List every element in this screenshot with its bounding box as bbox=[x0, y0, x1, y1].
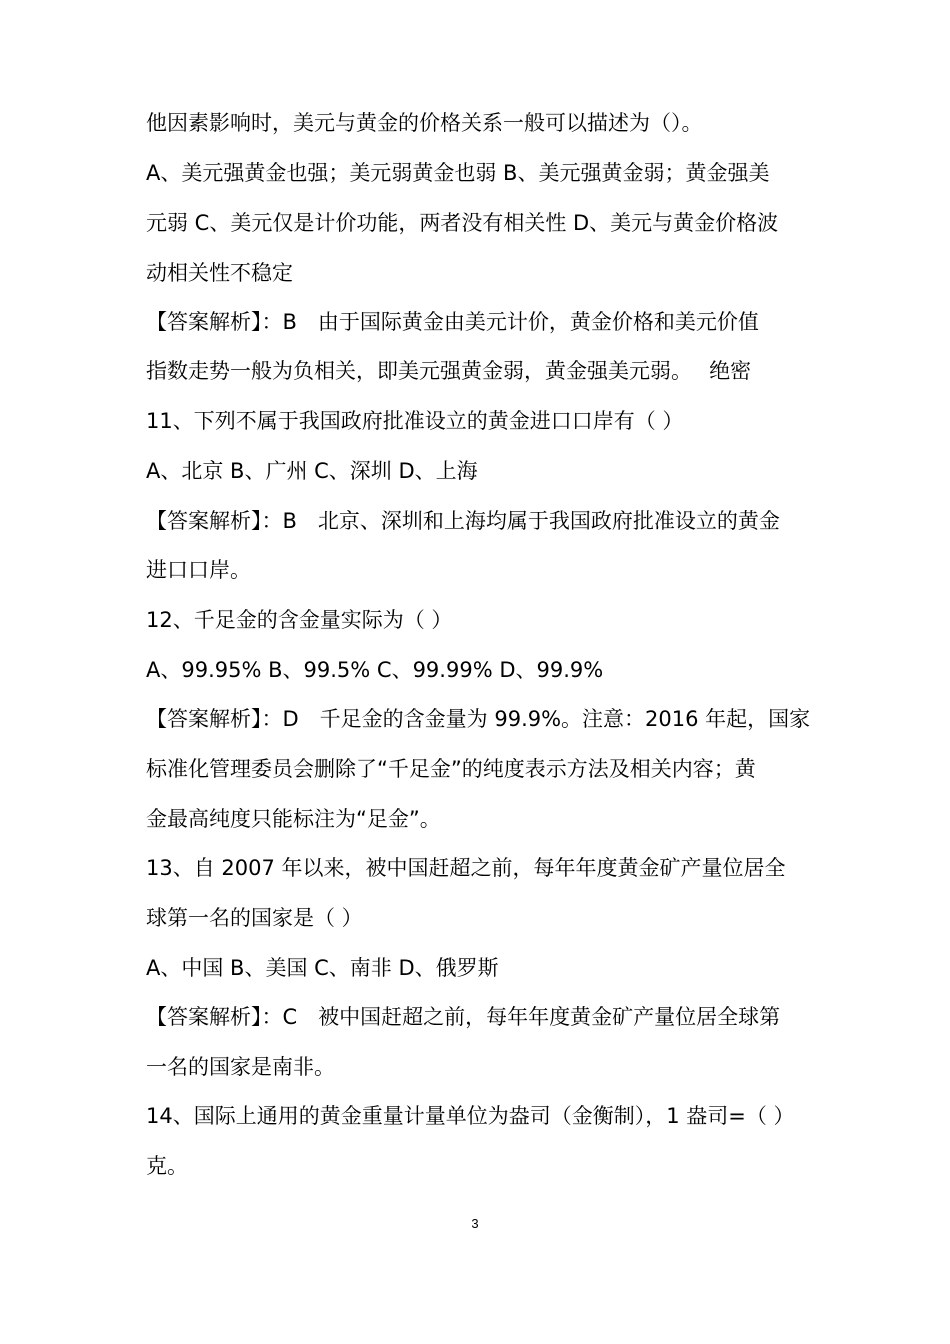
text-line: 【答案解析】：B 北京、深圳和上海均属于我国政府批准设立的黄金 bbox=[146, 509, 780, 533]
text-line: 他因素影响时，美元与黄金的价格关系一般可以描述为（）。 bbox=[146, 111, 703, 135]
text-line: A、美元强黄金也强；美元弱黄金也弱 B、美元强黄金弱；黄金强美 bbox=[146, 161, 770, 185]
text-line: A、99.95% B、99.5% C、99.99% D、99.9% bbox=[146, 658, 604, 682]
page-number: 3 bbox=[471, 1216, 479, 1231]
text-line: 14、国际上通用的黄金重量计量单位为盎司（金衡制），1 盎司=（ ） bbox=[146, 1104, 795, 1128]
text-line: A、中国 B、美国 C、南非 D、俄罗斯 bbox=[146, 956, 499, 980]
text-line: 标准化管理委员会删除了“千足金”的纯度表示方法及相关内容；黄 bbox=[146, 757, 756, 781]
text-line: 进口口岸。 bbox=[146, 558, 251, 582]
text-line: 13、自 2007 年以来，被中国赶超之前，每年年度黄金矿产量位居全 bbox=[146, 856, 786, 880]
text-line: 克。 bbox=[146, 1154, 188, 1178]
text-line: 12、千足金的含金量实际为（ ） bbox=[146, 608, 453, 632]
text-line: 元弱 C、美元仅是计价功能，两者没有相关性 D、美元与黄金价格波 bbox=[146, 211, 779, 235]
text-line: 指数走势一般为负相关，即美元强黄金弱，黄金强美元弱。 绝密 bbox=[146, 359, 752, 383]
text-line: A、北京 B、广州 C、深圳 D、上海 bbox=[146, 459, 478, 483]
text-line: 球第一名的国家是（ ） bbox=[146, 906, 363, 930]
text-line: 11、下列不属于我国政府批准设立的黄金进口口岸有（ ） bbox=[146, 409, 684, 433]
text-line: 【答案解析】：B 由于国际黄金由美元计价，黄金价格和美元价值 bbox=[146, 310, 759, 334]
text-line: 【答案解析】：C 被中国赶超之前，每年年度黄金矿产量位居全球第 bbox=[146, 1005, 781, 1029]
text-line: 金最高纯度只能标注为“足金”。 bbox=[146, 807, 441, 831]
text-line: 【答案解析】：D 千足金的含金量为 99.9%。注意：2016 年起，国家 bbox=[146, 707, 811, 731]
text-line: 动相关性不稳定 bbox=[146, 261, 293, 285]
text-line: 一名的国家是南非。 bbox=[146, 1055, 335, 1079]
